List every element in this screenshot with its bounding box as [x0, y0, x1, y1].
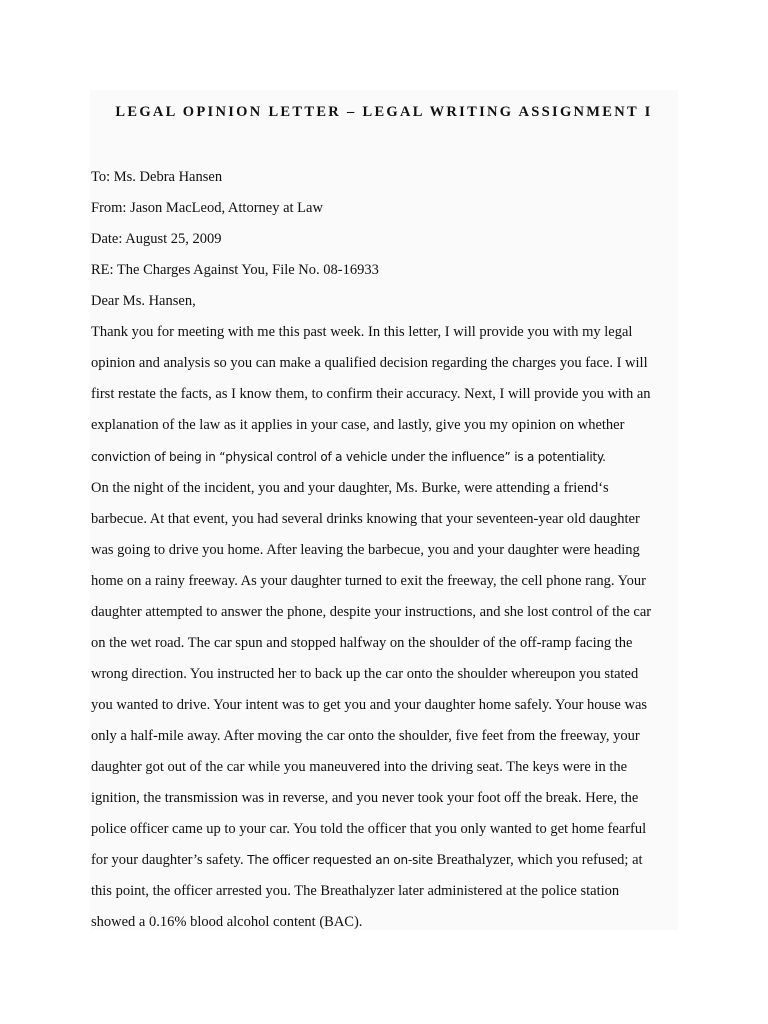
salutation: Dear Ms. Hansen, — [91, 293, 196, 309]
body-line: was going to drive you home. After leaving the barbecue, you and your daughter were heading — [91, 542, 640, 558]
body-line: on the wet road. The car spun and stopped halfway on the shoulder of the off-ramp facing the — [91, 635, 633, 651]
body-line-mixed — [91, 850, 643, 870]
mixed-segment-serif: for your daughter’s safety. — [91, 852, 244, 868]
date-line: Date: August 25, 2009 — [91, 231, 222, 247]
mixed-segment-serif-end: Breathalyzer, which you refused; at — [432, 852, 643, 868]
body-line: barbecue. At that event, you had several drinks knowing that your seventeen-year old daughter — [91, 511, 640, 527]
from-line: From: Jason MacLeod, Attorney at Law — [91, 200, 323, 216]
body-line: first restate the facts, as I know them, to confirm their accuracy. Next, I will provide you with an — [91, 386, 651, 402]
body-line: showed a 0.16% blood alcohol content (BAC). — [91, 914, 363, 930]
body-line: explanation of the law as it applies in your case, and lastly, give you my opinion on whether — [91, 417, 625, 433]
document-title: LEGAL OPINION LETTER – LEGAL WRITING ASSIGNMENT I — [115, 104, 653, 120]
body-line: daughter attempted to answer the phone, despite your instructions, and she lost control of the car — [91, 604, 652, 620]
body-line: this point, the officer arrested you. The Breathalyzer later administered at the police station — [91, 883, 620, 899]
body-line: ignition, the transmission was in reverse, and you never took your foot off the break. Here, the — [91, 790, 639, 806]
to-line: To: Ms. Debra Hansen — [91, 169, 223, 185]
body-line: only a half-mile away. After moving the car onto the shoulder, five feet from the freeway, your — [91, 728, 640, 744]
body-line: wrong direction. You instructed her to back up the car onto the shoulder whereupon you stated — [91, 666, 639, 682]
body-line: daughter got out of the car while you maneuvered into the driving seat. The keys were in the — [91, 759, 628, 775]
body-line: police officer came up to your car. You told the officer that you only wanted to get home fearful — [91, 821, 647, 837]
body-line: conviction of being in “physical control of a vehicle under the influence” is a potentiality. — [91, 450, 606, 464]
body-line: On the night of the incident, you and your daughter, Ms. Burke, were attending a friend‘s — [91, 480, 609, 496]
body-line: you wanted to drive. Your intent was to get you and your daughter home safely. Your house was — [91, 697, 648, 713]
body-line: home on a rainy freeway. As your daughter turned to exit the freeway, the cell phone rang. Your — [91, 573, 646, 589]
re-line: RE: The Charges Against You, File No. 08-16933 — [91, 262, 379, 278]
body-line: opinion and analysis so you can make a qualified decision regarding the charges you face. I will — [91, 355, 648, 371]
body-line: Thank you for meeting with me this past week. In this letter, I will provide you with my legal — [91, 324, 633, 340]
mixed-segment-sans: The officer requested an on-site — [243, 853, 433, 867]
